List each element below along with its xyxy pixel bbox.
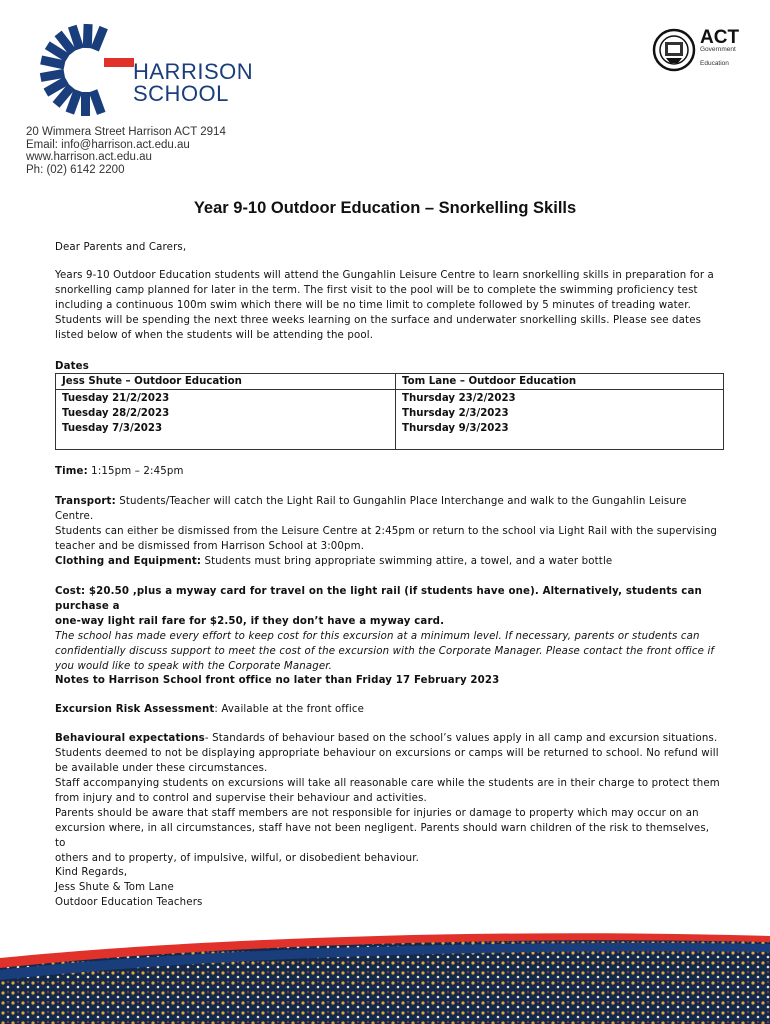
dates-table-header-row [56,374,724,390]
date-item: Thursday 2/3/2023 [402,408,509,419]
behaviour-line: be available under these circumstances. [55,763,268,774]
dates-table [55,373,724,450]
intro-line: Students will be spending the next three weeks learning on the surface and underwater snorkelling skills. Please see dates [55,315,702,326]
act-government-crest-icon [652,28,698,72]
intro-line: listed below of when the students will be attending the pool. [55,330,374,341]
dates-col1-cell [56,390,396,450]
behaviour-line: Parents should be aware that staff members are not responsible for injuries or damage to property which may occur on an [55,808,699,819]
dates-col1-header: Jess Shute – Outdoor Education [56,374,396,390]
school-name [133,61,253,105]
dates-table-row [56,390,724,450]
cost-paragraph [55,584,720,674]
contact-website: www.harrison.act.edu.au [26,151,152,163]
behaviour-line: Students deemed to not be displaying appropriate behaviour on excursions or camps will be returned to school. No refund will [55,748,719,759]
date-item: Tuesday 21/2/2023 [62,393,170,404]
transport-line: Students/Teacher will catch the Light Rail to Gungahlin Place Interchange and walk to the Gungahlin Leisure Centre. [55,496,687,522]
contact-block [26,126,226,176]
signoff-line: Kind Regards, [55,867,128,878]
cost-line: Cost: $20.50 ,plus a myway card for travel on the light rail (if students have one). Alternatively, students can purchase a [55,586,702,612]
date-item: Thursday 9/3/2023 [402,423,509,434]
act-logo-text: ACT [700,27,740,48]
footer-wave-decoration [0,930,770,1024]
cost-line: one-way light rail fare for $2.50, if they don’t have a myway card. [55,616,445,627]
act-logo-government: Government [700,46,736,53]
school-name-line2: SCHOOL [133,81,229,106]
date-item: Thursday 23/2/2023 [402,393,516,404]
transport-line: teacher and be dismissed from Harrison School at 3:00pm. [55,541,365,552]
behaviour-line: others and to property, of impulsive, wilful, or disobedient behaviour. [55,853,420,864]
intro-line: including a continuous 100m swim which there will be no time limit to complete followed by 5 minutes of treading water. [55,300,691,311]
behaviour-line: from injury and to control and supervise their behaviour and activities. [55,793,427,804]
contact-phone: Ph: (02) 6142 2200 [26,163,125,176]
time-label: Time: [55,466,88,477]
act-logo-education: Education [700,60,729,67]
dates-label: Dates [55,361,89,372]
letter-title: Year 9-10 Outdoor Education – Snorkelling Skills [193,199,577,217]
notes-deadline: Notes to Harrison School front office no later than Friday 17 February 2023 [55,675,500,686]
time-value: 1:15pm – 2:45pm [87,466,184,477]
behaviour-label: Behavioural expectations [55,733,205,744]
date-item: Tuesday 7/3/2023 [62,423,163,434]
cost-note-line: you would like to speak with the Corporate Manager. [55,661,333,672]
cost-note-line: The school has made every effort to keep cost for this excursion at a minimum level. If necessary, parents or students can [55,631,700,642]
cost-note-line: confidentially discuss support to meet the cost of the excursion with the Corporate Manager. Please contact the front office if [55,646,715,657]
behaviour-line: excursion where, in all circumstances, staff have not been negligent. Parents should warn children of the risk to themselves, to [55,823,710,849]
signoff-block [55,865,720,910]
risk-label: Excursion Risk Assessment [55,704,215,715]
salutation: Dear Parents and Carers, [55,242,187,253]
transport-line: Students can either be dismissed from the Leisure Centre at 2:45pm or return to the school via Light Rail with the supervising [55,526,718,537]
clothing-line [55,554,720,569]
signoff-line: Outdoor Education Teachers [55,897,203,908]
signoff-line: Jess Shute & Tom Lane [55,882,174,893]
behaviour-paragraph [55,731,720,866]
intro-line: Years 9-10 Outdoor Education students will attend the Gungahlin Leisure Centre to learn snorkelling skills in preparation for a [55,270,714,281]
clothing-value: Students must bring appropriate swimming attire, a towel, and a water bottle [201,556,613,567]
intro-line: snorkelling camp planned for later in the term. The first visit to the pool will be to complete the swimming proficiency test [55,285,698,296]
dates-col2-cell [396,390,724,450]
risk-value: : Available at the front office [214,704,365,715]
contact-email: Email: info@harrison.act.edu.au [26,138,190,151]
behaviour-line: - Standards of behaviour based on the school’s values apply in all camp and excursion situations. [204,733,718,744]
contact-address: 20 Wimmera Street Harrison ACT 2914 [26,126,226,138]
transport-paragraph [55,494,720,554]
clothing-label: Clothing and Equipment: [55,556,202,567]
behaviour-line: Staff accompanying students on excursions will take all reasonable care while the students are in their charge to protect them [55,778,720,789]
school-name-line1: HARRISON [133,59,254,84]
risk-line [55,702,720,717]
dates-col2-header: Tom Lane – Outdoor Education [396,374,724,390]
time-line [55,464,720,479]
intro-paragraph [55,268,720,343]
transport-label: Transport: [55,496,116,507]
date-item: Tuesday 28/2/2023 [62,408,170,419]
